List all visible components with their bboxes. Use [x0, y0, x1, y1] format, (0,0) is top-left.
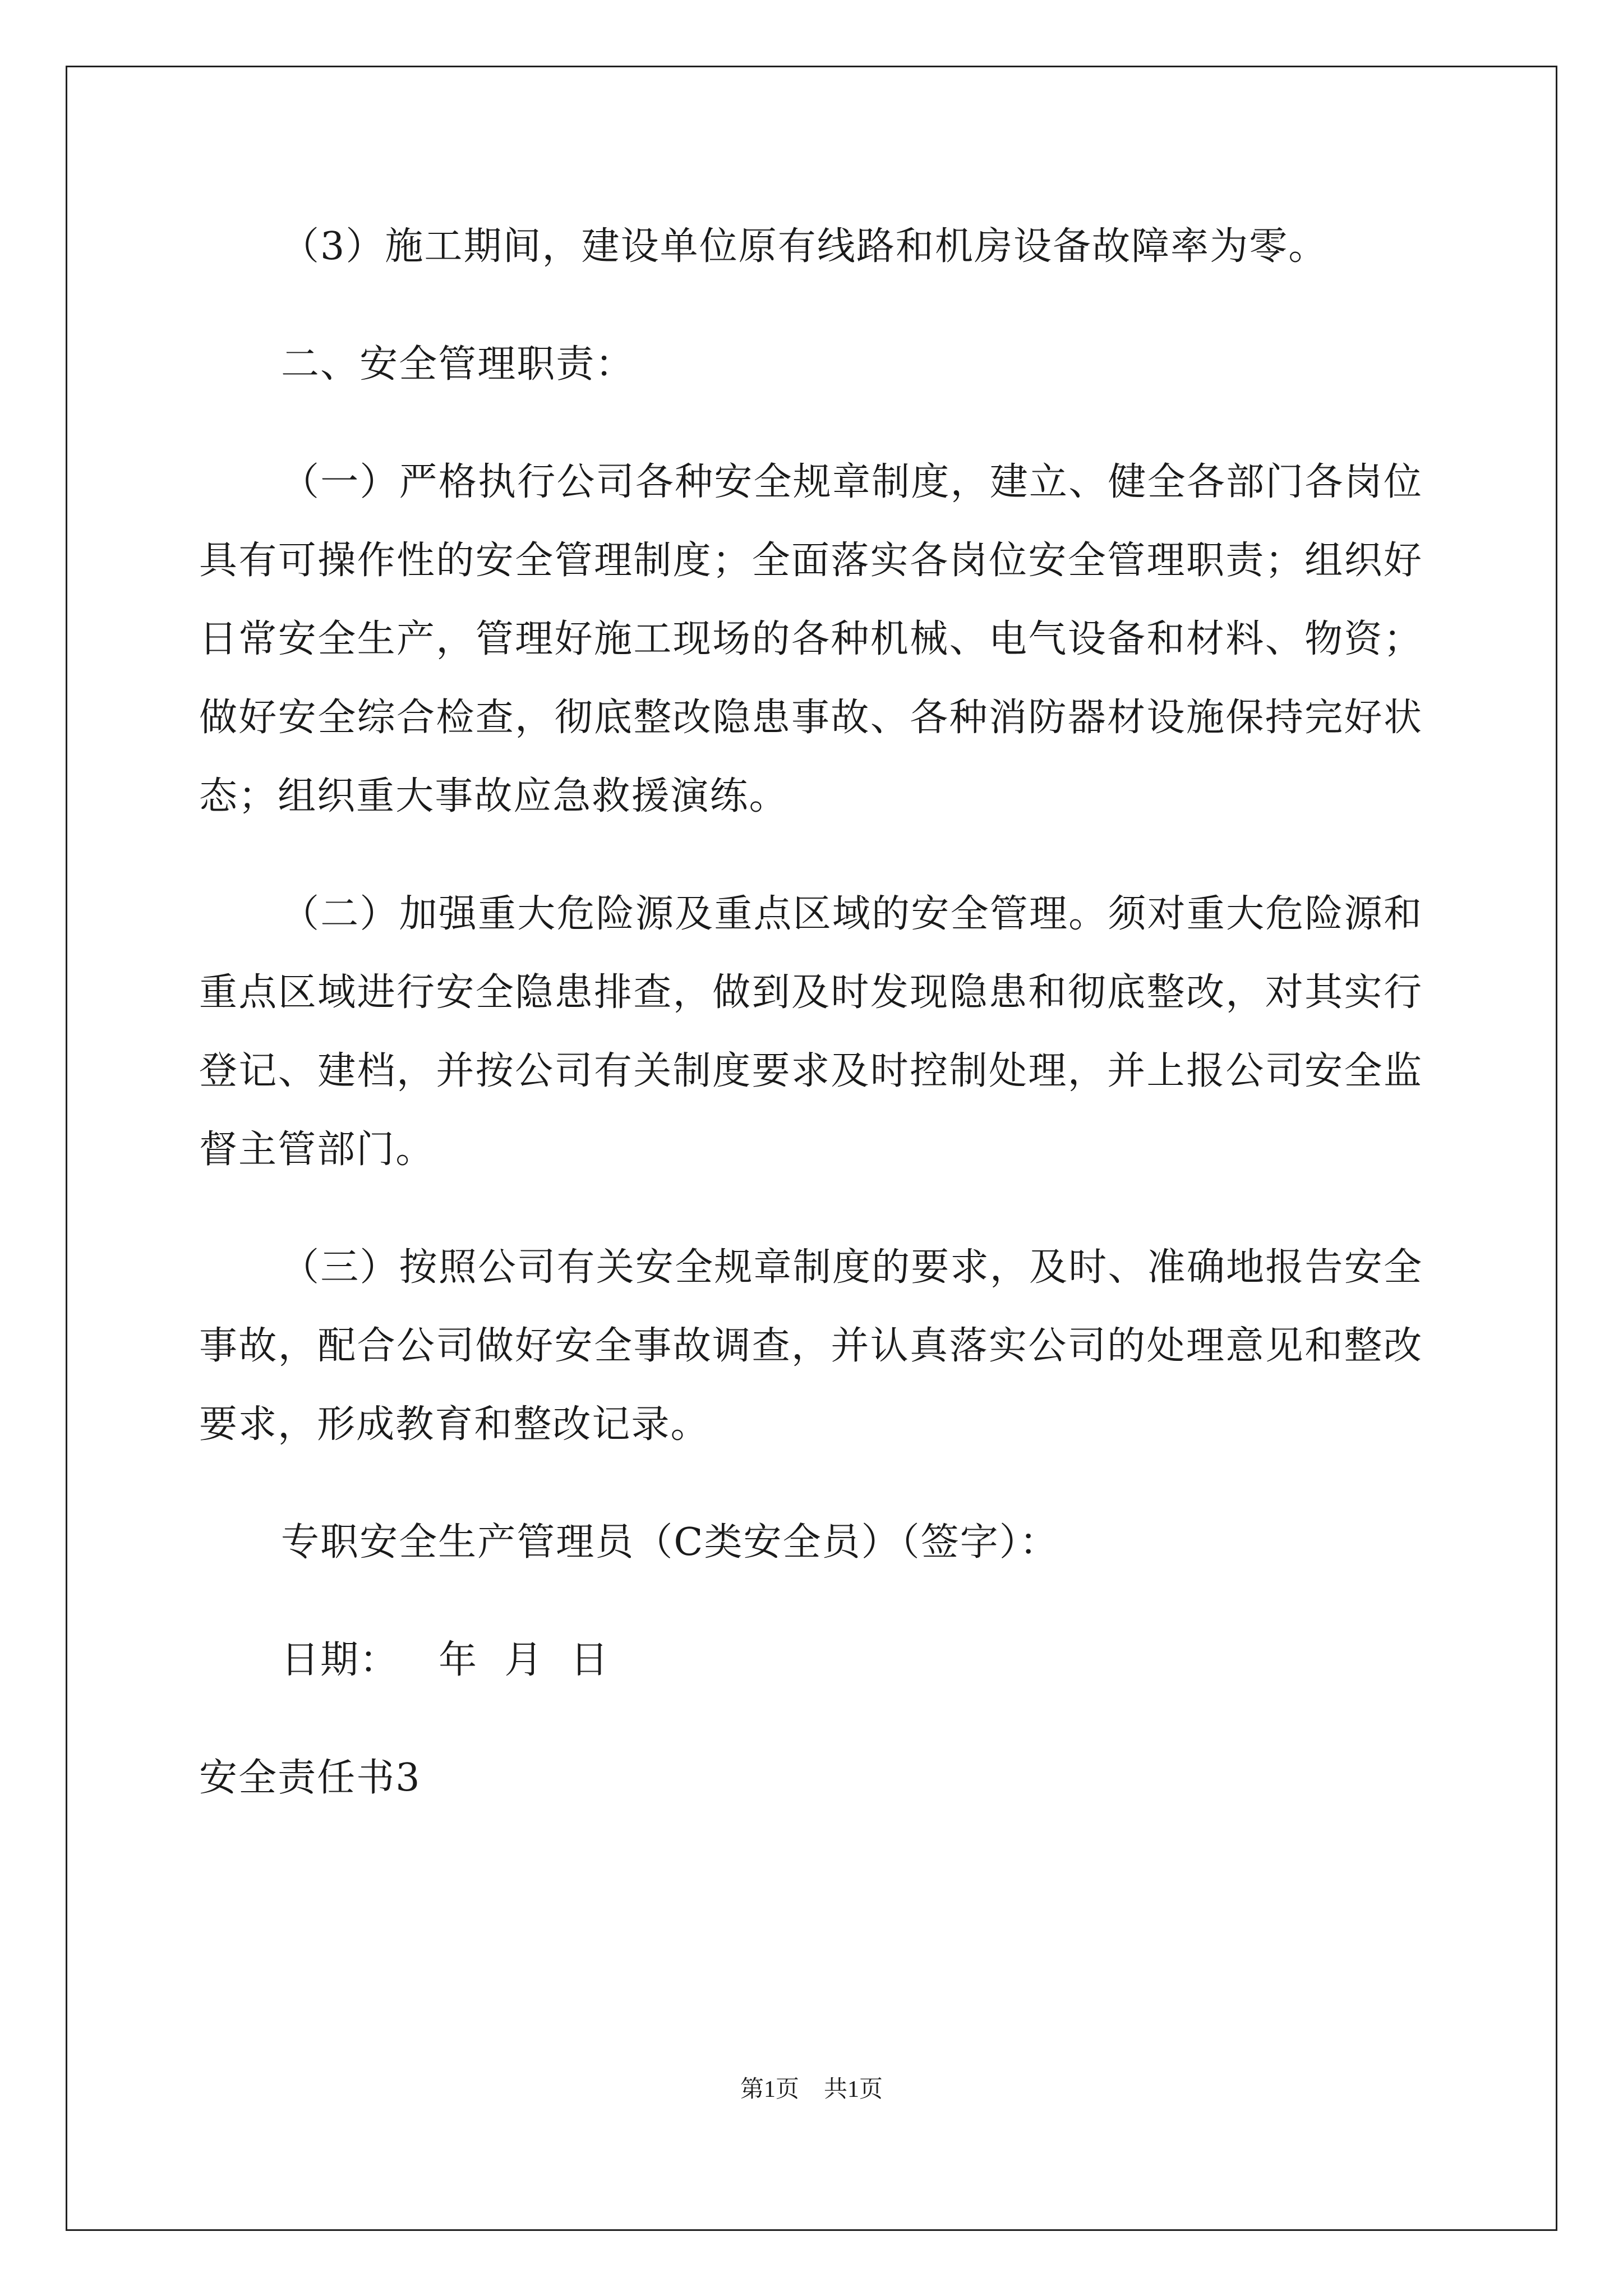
section-title: 安全责任书3 — [199, 1756, 421, 1800]
paragraph-duty-one: （一）严格执行公司各种安全规章制度，建立、健全各部门各岗位具有可操作性的安全管理制度；全面落实各岗位安全管理职责；组织好日常安全生产，管理好施工现场的各种机械、电气设备和材料、物资；做好安全综合检查，彻底整改隐患事故、各种消防器材设施保持完好状态；组织重大事故应急救援演练。 — [199, 460, 1423, 818]
date-line: 日期： 年 月 日 — [281, 1638, 610, 1682]
heading-safety-duties: 二、安全管理职责： — [281, 342, 635, 386]
paragraph-duty-three: （三）按照公司有关安全规章制度的要求，及时、准确地报告安全事故，配合公司做好安全事故调查，并认真落实公司的处理意见和整改要求，形成教育和整改记录。 — [199, 1245, 1423, 1447]
page-number: 第1页 — [740, 2077, 799, 2102]
paragraph-duty-two: （二）加强重大危险源及重点区域的安全管理。须对重大危险源和重点区域进行安全隐患排查，做到及时发现隐患和彻底整改，对其实行登记、建档，并按公司有关制度要求及时控制处理，并上报公司安全监督主管部门。 — [199, 892, 1423, 1172]
signature-line: 专职安全生产管理员（C类安全员）（签字）： — [281, 1520, 1059, 1565]
document-body — [199, 208, 1423, 1857]
page-footer — [0, 2073, 1623, 2106]
page-total: 共1页 — [824, 2077, 883, 2102]
paragraph-item-3-zero-failure: （3）施工期间，建设单位原有线路和机房设备故障率为零。 — [281, 224, 1328, 269]
